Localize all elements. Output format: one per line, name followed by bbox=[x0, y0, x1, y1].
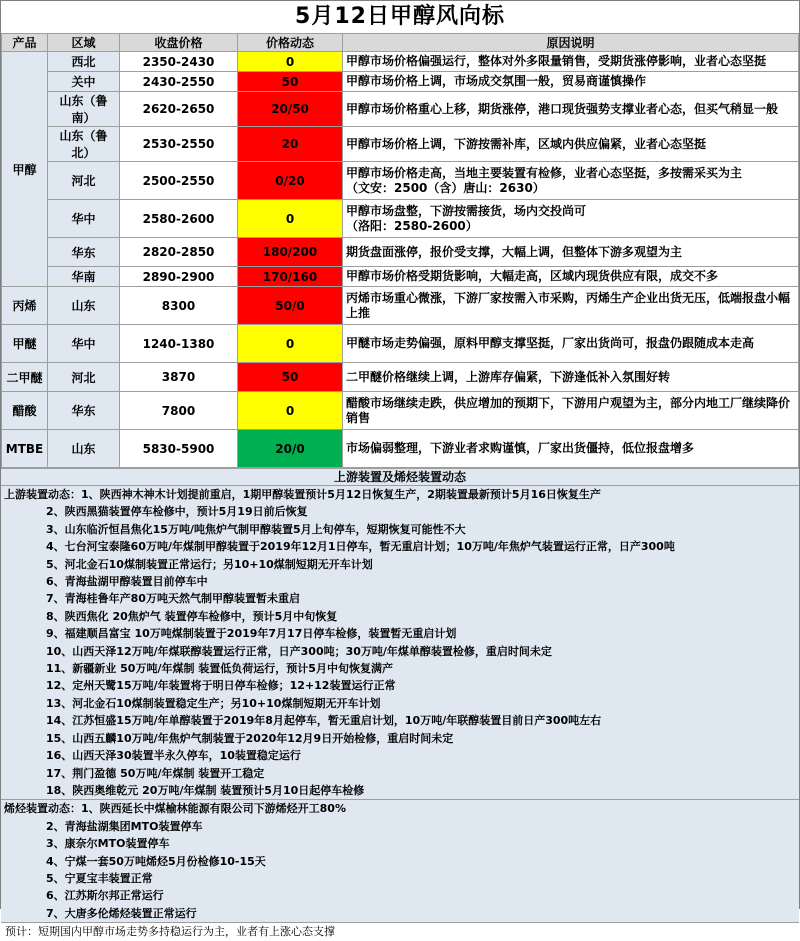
cell-reason bbox=[343, 238, 799, 267]
cell-reason bbox=[343, 363, 799, 392]
table-row bbox=[2, 430, 799, 468]
table-row bbox=[2, 200, 799, 238]
olefin-item bbox=[4, 818, 796, 835]
table-row bbox=[2, 127, 799, 162]
cell-price-dynamic: 0 bbox=[238, 392, 343, 430]
cell-price: 2430-2550 bbox=[120, 72, 238, 92]
section-title: 上游装置及烯烃装置动态 bbox=[1, 468, 799, 486]
upstream-item bbox=[4, 625, 796, 642]
item-text: 1、陕西延长中煤榆林能源有限公司下游烯烃开工80% bbox=[81, 802, 346, 816]
item-text: 5、河北金石10煤制装置正常运行；另10+10煤制短期无开车计划 bbox=[46, 557, 373, 571]
cell-price-dynamic: 180/200 bbox=[238, 238, 343, 267]
cell-area: 山东 bbox=[48, 287, 120, 325]
cell-price: 2620-2650 bbox=[120, 92, 238, 127]
olefin-item bbox=[4, 887, 796, 904]
forecast-text: 预计：短期国内甲醇市场走势多持稳运行为主，业者有上涨心态支撑 bbox=[1, 922, 799, 941]
header-reason: 原因说明 bbox=[343, 34, 799, 52]
cell-price-dynamic: 20/0 bbox=[238, 430, 343, 468]
item-text: 8、陕西焦化 20焦炉气 装置停车检修中，预计5月中旬恢复 bbox=[46, 609, 338, 623]
item-text: 2、青海盐湖集团MTO装置停车 bbox=[46, 819, 203, 833]
table-row bbox=[2, 325, 799, 363]
upstream-item bbox=[4, 521, 796, 538]
cell-price-dynamic: 50 bbox=[238, 363, 343, 392]
cell-product: 甲醇 bbox=[2, 52, 48, 287]
cell-area: 西北 bbox=[48, 52, 120, 72]
item-text: 12、定州天鹭15万吨/年装置将于明日停车检修；12+12装置运行正常 bbox=[46, 679, 396, 693]
cell-price: 8300 bbox=[120, 287, 238, 325]
cell-product: 醋酸 bbox=[2, 392, 48, 430]
upstream-item bbox=[4, 660, 796, 677]
price-table bbox=[1, 33, 799, 468]
cell-price-dynamic: 20 bbox=[238, 127, 343, 162]
upstream-item bbox=[4, 695, 796, 712]
cell-price-dynamic: 0 bbox=[238, 200, 343, 238]
table-row bbox=[2, 363, 799, 392]
item-text: 6、青海盐湖甲醇装置目前停车中 bbox=[46, 575, 208, 589]
reason-line: （文安：2500（含）唐山：2630） bbox=[346, 180, 545, 195]
item-text: 13、河北金石10煤制装置稳定生产；另10+10煤制短期无开车计划 bbox=[46, 696, 381, 710]
upstream-item bbox=[4, 643, 796, 660]
table-row bbox=[2, 52, 799, 72]
upstream-item bbox=[4, 747, 796, 764]
cell-price: 2820-2850 bbox=[120, 238, 238, 267]
upstream-block bbox=[1, 486, 799, 799]
cell-price-dynamic: 170/160 bbox=[238, 267, 343, 287]
item-text: 3、山东临沂恒昌焦化15万吨/吨焦炉气制甲醇装置5月上旬停车，短期恢复可能性不大 bbox=[46, 522, 466, 536]
cell-price: 7800 bbox=[120, 392, 238, 430]
cell-product: 二甲醚 bbox=[2, 363, 48, 392]
table-row bbox=[2, 287, 799, 325]
cell-price: 2530-2550 bbox=[120, 127, 238, 162]
olefin-item bbox=[4, 835, 796, 852]
item-text: 15、山西五麟10万吨/年焦炉气制装置于2020年12月9日开始检修，重启时间未定 bbox=[46, 731, 454, 745]
reason-line: 甲醚市场走势偏强，原料甲醇支撑坚挺，厂家出货尚可，报盘仍跟随成本走高 bbox=[346, 336, 755, 350]
upstream-label: 上游装置动态： bbox=[4, 488, 81, 501]
cell-area: 河北 bbox=[48, 363, 120, 392]
reason-line: 甲醇市场价格偏强运行，整体对外多限量销售，受期货涨停影响，业者心态坚挺 bbox=[346, 54, 767, 68]
cell-reason bbox=[343, 52, 799, 72]
upstream-item bbox=[4, 712, 796, 729]
item-text: 16、山西天泽30装置半永久停车，10装置稳定运行 bbox=[46, 749, 301, 763]
header-area: 区域 bbox=[48, 34, 120, 52]
cell-product: MTBE bbox=[2, 430, 48, 468]
table-header-row bbox=[2, 34, 799, 52]
cell-price: 2350-2430 bbox=[120, 52, 238, 72]
report-title: 5月12日甲醇风向标 bbox=[1, 1, 799, 33]
upstream-item bbox=[4, 782, 796, 799]
cell-reason bbox=[343, 267, 799, 287]
cell-reason bbox=[343, 392, 799, 430]
cell-area: 华东 bbox=[48, 238, 120, 267]
cell-reason bbox=[343, 127, 799, 162]
cell-price: 3870 bbox=[120, 363, 238, 392]
cell-reason bbox=[343, 162, 799, 200]
item-text: 17、荆门盈德 50万吨/年煤制 装置开工稳定 bbox=[46, 766, 265, 780]
reason-line: 市场偏弱整理，下游业者求购谨慎，厂家出货僵持，低位报盘增多 bbox=[346, 441, 695, 455]
reason-line: 丙烯市场重心微涨，下游厂家按需入市采购，丙烯生产企业出货无压，低端报盘小幅上推 bbox=[346, 290, 791, 320]
header-price: 收盘价格 bbox=[120, 34, 238, 52]
cell-price-dynamic: 0/20 bbox=[238, 162, 343, 200]
reason-line: 甲醇市场价格上调，市场成交氛围一般，贸易商谨慎操作 bbox=[346, 74, 647, 88]
cell-price-dynamic: 20/50 bbox=[238, 92, 343, 127]
header-product: 产品 bbox=[2, 34, 48, 52]
item-text: 3、康奈尔MTO装置停车 bbox=[46, 837, 170, 851]
cell-area: 山东（鲁南） bbox=[48, 92, 120, 127]
cell-reason bbox=[343, 287, 799, 325]
item-text: 14、江苏恒盛15万吨/年单醇装置于2019年8月起停车，暂无重启计划，10万吨/年联醇装置目前日产300吨左右 bbox=[46, 714, 602, 728]
olefin-block bbox=[1, 799, 799, 922]
cell-area: 关中 bbox=[48, 72, 120, 92]
cell-price-dynamic: 50 bbox=[238, 72, 343, 92]
cell-area: 山东（鲁北） bbox=[48, 127, 120, 162]
item-text: 7、大唐多伦烯烃装置正常运行 bbox=[46, 906, 197, 920]
upstream-item bbox=[4, 556, 796, 573]
reason-line: 醋酸市场继续走跌，供应增加的预期下，下游用户观望为主，部分内地工厂继续降价销售 bbox=[346, 395, 791, 425]
item-text: 9、福建顺昌富宝 10万吨煤制装置于2019年7月17日停车检修，装置暂无重启计划 bbox=[46, 627, 457, 641]
cell-area: 山东 bbox=[48, 430, 120, 468]
item-text: 6、江苏斯尔邦正常运行 bbox=[46, 889, 164, 903]
item-text: 2、陕西黑猫装置停车检修中，预计5月19日前后恢复 bbox=[46, 505, 308, 519]
cell-area: 华中 bbox=[48, 325, 120, 363]
olefin-item bbox=[4, 800, 796, 817]
cell-price: 5830-5900 bbox=[120, 430, 238, 468]
reason-line: 期货盘面涨停，报价受支撑，大幅上调，但整体下游多观望为主 bbox=[346, 244, 683, 259]
item-text: 18、陕西奥维乾元 20万吨/年煤制 装置预计5月10日起停车检修 bbox=[46, 783, 365, 797]
upstream-item bbox=[4, 503, 796, 520]
item-text: 4、宁煤一套50万吨烯烃5月份检修10-15天 bbox=[46, 854, 266, 868]
reason-line: 甲醇市场价格受期货影响，大幅走高，区域内现货供应有限，成交不多 bbox=[346, 269, 719, 283]
cell-area: 华东 bbox=[48, 392, 120, 430]
cell-area: 华南 bbox=[48, 267, 120, 287]
upstream-item bbox=[4, 486, 796, 503]
olefin-item bbox=[4, 853, 796, 870]
upstream-item bbox=[4, 590, 796, 607]
upstream-item bbox=[4, 765, 796, 782]
upstream-item bbox=[4, 730, 796, 747]
olefin-label: 烯烃装置动态： bbox=[4, 802, 81, 816]
table-row bbox=[2, 72, 799, 92]
item-text: 1、陕西神木神木计划提前重启，1期甲醇装置预计5月12日恢复生产，2期装置最新预计5月16日恢复生产 bbox=[81, 488, 601, 501]
cell-price: 2500-2550 bbox=[120, 162, 238, 200]
cell-reason bbox=[343, 430, 799, 468]
table-row bbox=[2, 162, 799, 200]
reason-line: （洛阳：2580-2600） bbox=[346, 218, 478, 233]
cell-reason bbox=[343, 200, 799, 238]
cell-reason bbox=[343, 325, 799, 363]
cell-product: 丙烯 bbox=[2, 287, 48, 325]
table-row bbox=[2, 392, 799, 430]
item-text: 10、山西天泽12万吨/年煤联醇装置运行正常，日产300吨；30万吨/年煤单醇装置检修，重启时间未定 bbox=[46, 644, 552, 658]
table-row bbox=[2, 238, 799, 267]
cell-area: 华中 bbox=[48, 200, 120, 238]
cell-price: 2890-2900 bbox=[120, 267, 238, 287]
reason-line: 甲醇市场价格上调，下游按需补库，区域内供应偏紧，业者心态坚挺 bbox=[346, 136, 707, 151]
reason-line: 二甲醚价格继续上调，上游库存偏紧，下游逢低补入氛围好转 bbox=[346, 369, 671, 384]
upstream-item bbox=[4, 573, 796, 590]
item-text: 5、宁夏宝丰装置正常 bbox=[46, 871, 153, 885]
reason-line: 甲醇市场盘整，下游按需接货，场内交投尚可 bbox=[346, 203, 587, 218]
cell-reason bbox=[343, 92, 799, 127]
cell-price-dynamic: 0 bbox=[238, 325, 343, 363]
table-row bbox=[2, 92, 799, 127]
cell-product: 甲醚 bbox=[2, 325, 48, 363]
olefin-item bbox=[4, 905, 796, 922]
reason-line: 甲醇市场价格走高，当地主要装置有检修，业者心态坚挺，多按需采买为主 bbox=[346, 165, 743, 180]
cell-reason bbox=[343, 72, 799, 92]
cell-price-dynamic: 0 bbox=[238, 52, 343, 72]
upstream-item bbox=[4, 608, 796, 625]
item-text: 11、新疆新业 50万吨/年煤制 装置低负荷运行，预计5月中旬恢复满产 bbox=[46, 662, 393, 676]
cell-area: 河北 bbox=[48, 162, 120, 200]
reason-line: 甲醇市场价格重心上移，期货涨停，港口现货强势支撑业者心态，但买气稍显一般 bbox=[346, 101, 779, 116]
upstream-item bbox=[4, 538, 796, 555]
cell-price-dynamic: 50/0 bbox=[238, 287, 343, 325]
cell-price: 1240-1380 bbox=[120, 325, 238, 363]
item-text: 4、七台河宝泰隆60万吨/年煤制甲醇装置于2019年12月1日停车，暂无重启计划；10万吨/年焦炉气装置运行正常，日产300吨 bbox=[46, 540, 675, 554]
upstream-item bbox=[4, 677, 796, 694]
header-dynamic: 价格动态 bbox=[238, 34, 343, 52]
item-text: 7、青海桂鲁年产80万吨天然气制甲醇装置暂未重启 bbox=[46, 592, 300, 606]
olefin-item bbox=[4, 870, 796, 887]
table-row bbox=[2, 267, 799, 287]
cell-price: 2580-2600 bbox=[120, 200, 238, 238]
